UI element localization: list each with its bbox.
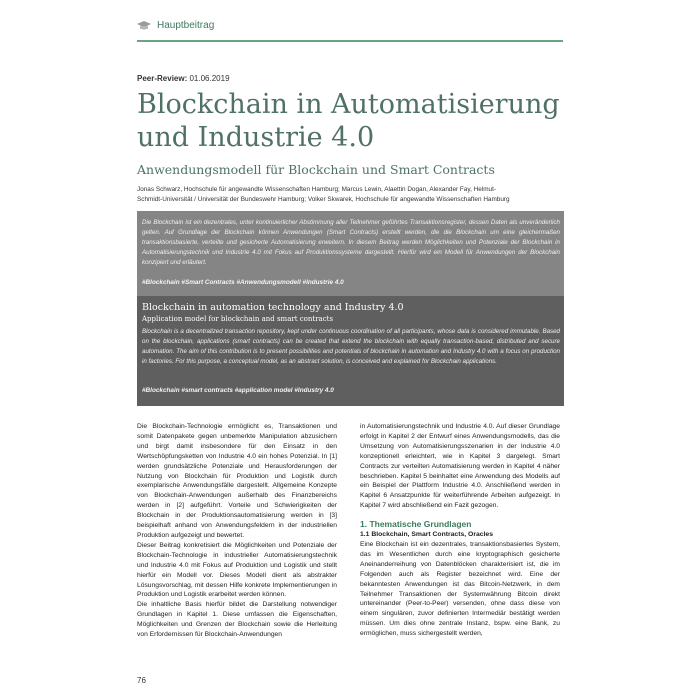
abstract-english-text: Blockchain is a decentralized transaction repository, kept under continuous coordination of all participants, whose data is considered immutable. Based on the blockchain, applications (smart contracts) can be created that extend the blockchain with equally transaction-based, distributed and secure automation. The aim of this contribution is to present possibilities and potentials of blockchain in automation and Industry 4.0 with a focus on production in factories. For this purpose, a conceptual model, as an abstract solution, is conceived and explained for Blockchain applications. xyxy=(142,328,560,365)
subsection-heading: 1.1 Blockchain, Smart Contracts, Oracles xyxy=(360,531,493,539)
abstract-english-title: Blockchain in automation technology and Industry 4.0 xyxy=(142,302,404,313)
article-title xyxy=(137,88,567,154)
abstract-german-text: Die Blockchain ist ein dezentrales, unter kontinuierlicher Abstimmung aller Teilnehmer geführtes Transaktionsregister, dessen Daten als unveränderlich gelten. Auf Grundlage der Blockchain können Anwendungen (Smart Contracts) erstellt werden, die die Blockchain um eine gleichermaßen transaktionsbasierte, verteilte und gesicherte Automatisierung erweitern. In diesem Beitrag werden Möglichkeiten und Potenziale der Blockchain in Automatisierungstechnik und Industrie 4.0 mit Fokus auf Produktionssysteme dargestellt. Hierfür wird ein Modell für Anwendungen der Blockchain konzipiert und erläutert. xyxy=(142,219,560,266)
authors-line-1: Jonas Schwarz, Hochschule für angewandte Wissenschaften Hamburg; Marcus Lewin, Alaettin Dogan, Alexander Fay, Helmut- xyxy=(137,186,496,193)
abstract-english-subtitle: Application model for blockchain and smart contracts xyxy=(142,315,334,323)
body-column-left xyxy=(137,422,337,640)
tags-german: #Blockchain #Smart Contracts #Anwendungsmodell #Industrie 4.0 xyxy=(142,279,344,286)
paragraph: Eine Blockchain ist ein dezentrales, transaktionsbasiertes System, das im Wesentlichen durch eine kryptographisch gesicherte Aneinanderreihung von Datenblöcken charakterisiert ist, die im Folgenden auch als Register bezeichnet wird. Eine der bekanntesten Anwendungen ist das Bitcoin-Netzwerk, in dem Teilnehmer Transaktionen der Systemwährung Bitcoin direkt untereinander (Peer-to-Peer) versenden, ohne dass diese von einem singulären, zuvor definierten Intermediär bestätigt werden müssen. Um dies ohne zentrale Instanz, bspw. eine Bank, zu ermöglichen, muss sichergestellt werden, xyxy=(360,540,560,638)
paragraph: in Automatisierungstechnik und Industrie 4.0. Auf dieser Grundlage erfolgt in Kapitel 2 der Entwurf eines Anwendungsmodells, das die Umsetzung von Automatisierungsszenarien in der Industrie 4.0 konzeptionell erleichtert, wie in Kapitel 3 dargelegt. Smart Contracts zur verteilten Automatisierung werden in Kapitel 4 näher beschrieben. Kapitel 5 beinhaltet eine Anwendung des Modells auf ein Beispiel der Plattform Industrie 4.0. Anschließend werden in Kapitel 6 Ansatzpunkte für weiterführende Arbeiten aufgezeigt. In Kapitel 7 wird abschließend ein Fazit gezogen. xyxy=(360,423,560,510)
body-column-right xyxy=(360,422,560,639)
header-divider xyxy=(137,40,563,42)
article-subtitle: Anwendungsmodell für Blockchain und Smart Contracts xyxy=(137,162,495,177)
section-header xyxy=(137,20,214,31)
section-label: Hauptbeitrag xyxy=(157,20,215,31)
authors xyxy=(137,185,564,205)
paragraph: Die inhaltliche Basis hierfür bildet die Darstellung notwendiger Grundlagen in Kapitel 1. Diese umfassen die Eigenschaften, Möglichkeiten und Grenzen der Blockchain sowie die Herleitung von Erfordernissen für Blockchain-Anwendungen xyxy=(137,601,337,639)
authors-line-2: Schmidt-Universität / Universität der Bundeswehr Hamburg; Volker Skwarek, Hochschule für angewandte Wissenschaften Hamburg xyxy=(137,196,510,203)
title-line-2: und Industrie 4.0 xyxy=(137,122,375,153)
mortarboard-icon xyxy=(137,21,151,31)
paragraph: Die Blockchain-Technologie ermöglicht es, Transaktionen und somit Datenpakete gegen unbemerkte Manipulation abzusichern und birgt damit insbesondere für den Einsatz in den Wertschöpfungsketten von Industrie 4.0 ein hohes Potenzial. In [1] werden grundsätzliche Potenziale und Herausforderungen der Nutzung von Blockchain für Produktion und Logistik durch exemplarische Anwendungsfälle dargestellt. Allgemeine Konzepte von Blockchain-Anwendungen außerhalb des Finanzbereichs werden in [2] aufgeführt. Vorteile und Schwierigkeiten der Blockchain in der Produktionsautomatisierung werden in [3] beispielhaft anhand von Anwendungsfeldern in der industriellen Produktion aufgezeigt und bewertet. xyxy=(137,423,337,539)
peer-review-date: 01.06.2019 xyxy=(189,74,230,83)
title-line-1: Blockchain in Automatisierung xyxy=(137,89,560,120)
page-number: 76 xyxy=(137,676,146,685)
peer-review-label: Peer-Review: xyxy=(137,74,188,83)
section-heading: 1. Thematische Grundlagen xyxy=(360,519,472,530)
tags-english: #Blockchain #smart contracts #application model #Industry 4.0 xyxy=(142,387,334,394)
peer-review-line xyxy=(137,74,230,83)
paragraph: Dieser Beitrag konkretisiert die Möglichkeiten und Potenziale der Blockchain-Technologie in industrieller Automatisierungstechnik und Industrie 4.0 mit Fokus auf Produktion und Logistik und stellt hierfür ein Modell vor. Dieses Modell dient als abstrakter Lösungsvorschlag, mit dessen Hilfe konkrete Implementierungen in Produktion und Logistik erarbeitet werden können. xyxy=(137,541,337,599)
